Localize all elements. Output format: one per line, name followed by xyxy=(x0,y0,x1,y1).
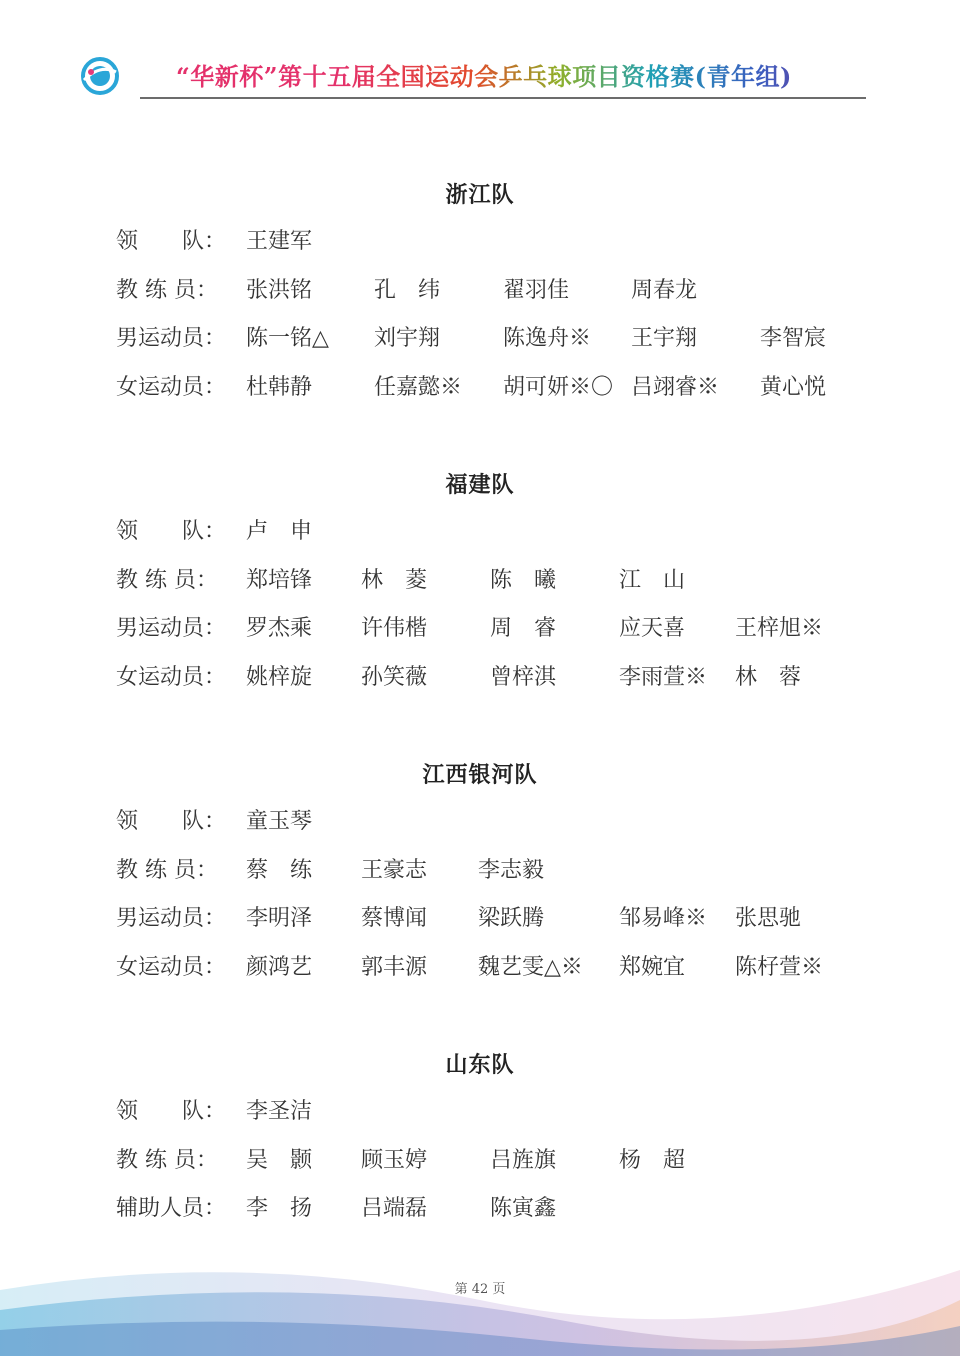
member-name: 王豪志 xyxy=(361,857,428,883)
member-name: 任嘉懿※ xyxy=(374,374,463,400)
role-label: 领 队： xyxy=(116,229,227,254)
member-name: 应天喜 xyxy=(619,616,686,641)
member-name: 吴 颢 xyxy=(246,1147,313,1173)
member-name: 郭丰源 xyxy=(361,954,428,980)
role-label: 女运动员： xyxy=(116,374,227,400)
member-name: 王梓旭※ xyxy=(735,616,824,641)
team-name: 福建队 xyxy=(445,473,515,498)
member-name: 梁跃腾 xyxy=(478,906,545,931)
member-name: 陈 曦 xyxy=(490,567,557,593)
member-name: 颜鸿艺 xyxy=(246,954,313,980)
roster-row xyxy=(0,226,960,258)
member-name: 顾玉婷 xyxy=(361,1147,428,1173)
member-name: 王建军 xyxy=(246,229,313,254)
member-name: 王宇翔 xyxy=(631,326,698,351)
member-name: 孔 纬 xyxy=(374,277,441,303)
role-label: 男运动员： xyxy=(116,326,227,351)
role-label: 教 练 员： xyxy=(116,1147,218,1173)
roster-row xyxy=(0,1145,960,1177)
team-name: 江西银河队 xyxy=(422,763,538,788)
roster-row xyxy=(0,855,960,887)
roster-row xyxy=(0,516,960,548)
member-name: 刘宇翔 xyxy=(374,326,441,351)
member-name: 胡可妍※〇 xyxy=(503,374,614,400)
role-label: 教 练 员： xyxy=(116,277,218,303)
roster-row xyxy=(0,952,960,984)
member-name: 陈寅鑫 xyxy=(490,1196,557,1221)
role-label: 领 队： xyxy=(116,519,227,544)
document-title: “华新杯”第十五届全国运动会乒乓球项目资格赛(青年组) xyxy=(176,60,836,94)
member-name: 林 菱 xyxy=(361,567,428,593)
page-number: 第 42 页 xyxy=(454,1282,506,1297)
member-name: 李圣洁 xyxy=(246,1099,313,1124)
member-name: 曾梓淇 xyxy=(490,664,557,690)
member-name: 杜韩静 xyxy=(246,374,313,400)
member-name: 郑婉宜 xyxy=(619,954,686,980)
member-name: 吕翊睿※ xyxy=(631,374,720,400)
member-name: 黄心悦 xyxy=(760,374,827,400)
member-name: 江 山 xyxy=(619,567,686,593)
role-label: 男运动员： xyxy=(116,616,227,641)
team-name: 山东队 xyxy=(445,1053,515,1078)
member-name: 魏艺雯△※ xyxy=(478,954,583,980)
member-name: 陈一铭△ xyxy=(246,326,329,351)
role-label: 男运动员： xyxy=(116,906,227,931)
member-name: 李雨萱※ xyxy=(619,664,708,690)
member-name: 张洪铭 xyxy=(246,277,313,303)
roster-row xyxy=(0,323,960,355)
member-name: 李智宸 xyxy=(760,326,827,351)
role-label: 领 队： xyxy=(116,1099,227,1124)
member-name: 林 蓉 xyxy=(735,664,802,690)
member-name: 杨 超 xyxy=(619,1147,686,1173)
roster-row xyxy=(0,372,960,404)
team-name: 浙江队 xyxy=(445,183,515,208)
header-divider xyxy=(140,97,866,99)
roster-row xyxy=(0,1096,960,1128)
member-name: 李明泽 xyxy=(246,906,313,931)
role-label: 教 练 员： xyxy=(116,567,218,593)
member-name: 孙笑薇 xyxy=(361,664,428,690)
member-name: 姚梓旋 xyxy=(246,664,313,690)
roster-row xyxy=(0,1193,960,1225)
member-name: 李 扬 xyxy=(246,1196,313,1221)
member-name: 邹易峰※ xyxy=(619,906,708,931)
role-label: 女运动员： xyxy=(116,954,227,980)
roster-row xyxy=(0,275,960,307)
page-header xyxy=(0,0,960,110)
member-name: 蔡 练 xyxy=(246,857,313,883)
member-name: 李志毅 xyxy=(478,857,545,883)
member-name: 蔡博闻 xyxy=(361,906,428,931)
roster-row xyxy=(0,662,960,694)
member-name: 郑培锋 xyxy=(246,567,313,593)
role-label: 教 练 员： xyxy=(116,857,218,883)
member-name: 童玉琴 xyxy=(246,809,313,834)
roster-row xyxy=(0,806,960,838)
member-name: 翟羽佳 xyxy=(503,277,570,303)
role-label: 领 队： xyxy=(116,809,227,834)
member-name: 吕端磊 xyxy=(361,1196,428,1221)
roster-row xyxy=(0,565,960,597)
member-name: 陈杍萱※ xyxy=(735,954,824,980)
member-name: 罗杰乘 xyxy=(246,616,313,641)
roster-row xyxy=(0,903,960,935)
member-name: 周春龙 xyxy=(631,277,698,303)
role-label: 辅助人员： xyxy=(116,1196,227,1221)
member-name: 张思驰 xyxy=(735,906,802,931)
role-label: 女运动员： xyxy=(116,664,227,690)
member-name: 卢 申 xyxy=(246,519,313,544)
member-name: 周 睿 xyxy=(490,616,557,641)
member-name: 许伟楷 xyxy=(361,616,428,641)
member-name: 吕旌旗 xyxy=(490,1147,557,1173)
event-logo-icon xyxy=(78,56,122,96)
roster-row xyxy=(0,613,960,645)
member-name: 陈逸舟※ xyxy=(503,326,592,351)
